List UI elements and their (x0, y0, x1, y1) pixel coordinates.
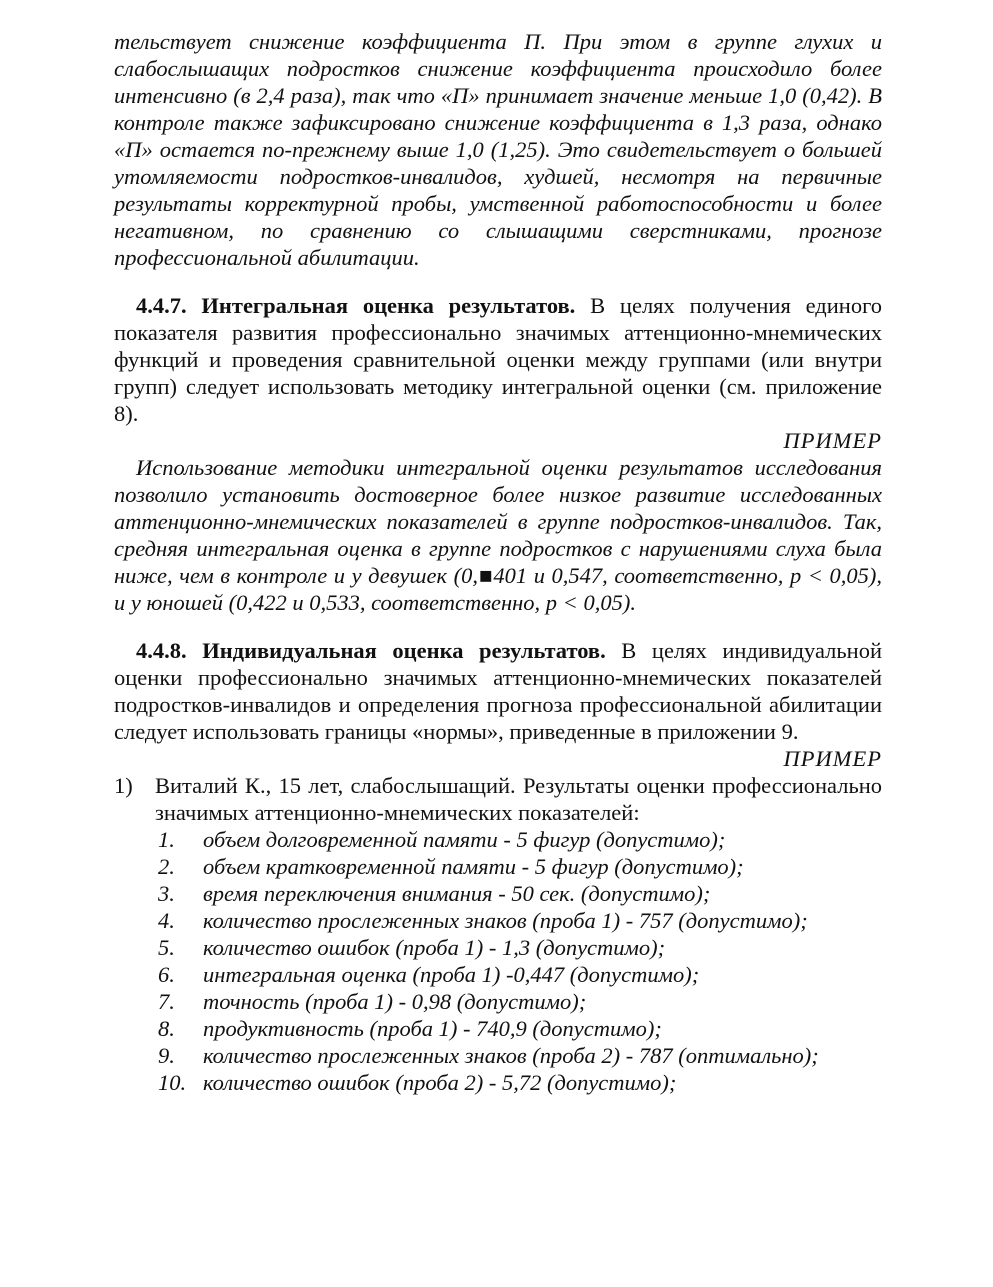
list-item-number: 7. (158, 989, 175, 1014)
case-text: Виталий К., 15 лет, слабослышащий. Результаты оценки профессионально значимых аттенционно-мнемических показателей: (155, 773, 882, 825)
example-label-447: ПРИМЕР (783, 428, 882, 453)
list-item-number: 5. (158, 935, 175, 960)
list-item-number: 6. (158, 962, 175, 987)
list-item-text: объем долговременной памяти - 5 фигур (допустимо); (203, 827, 726, 852)
list-item-text: количество ошибок (проба 2) - 5,72 (допустимо); (203, 1070, 677, 1095)
list-item (114, 1069, 882, 1096)
list-item-number: 8. (158, 1016, 175, 1041)
list-item-text: объем кратковременной памяти - 5 фигур (допустимо); (203, 854, 744, 879)
list-item-text: количество прослеженных знаков (проба 1) - 757 (допустимо); (203, 908, 808, 933)
list-item-number: 3. (158, 881, 175, 906)
list-item (114, 988, 882, 1015)
list-item-text: продуктивность (проба 1) - 740,9 (допустимо); (203, 1016, 662, 1041)
example-447-text: Использование методики интегральной оценки результатов исследования позволило установить достоверное более низкое развитие исследованных аттенционно-мнемических показателей в группе подростков-инвалидов. Так, средняя интегральная оценка в группе подростков с нарушениями слуха была ниже, чем в контроле и у девушек (0,■401 и 0,547, соответственно, p < 0,05), и у юношей (0,422 и 0,533, соответственно, p < 0,05). (114, 455, 882, 615)
list-item (114, 907, 882, 934)
section-447-paragraph (114, 292, 882, 427)
example-label-448: ПРИМЕР (783, 746, 882, 771)
list-item (114, 853, 882, 880)
case-paragraph (114, 772, 882, 826)
section-448-heading: 4.4.8. Индивидуальная оценка результатов. (136, 638, 606, 663)
list-item (114, 826, 882, 853)
list-item-number: 1. (158, 827, 175, 852)
list-item-text: количество ошибок (проба 1) - 1,3 (допустимо); (203, 935, 666, 960)
list-item-number: 9. (158, 1043, 175, 1068)
list-item-number: 4. (158, 908, 175, 933)
section-447-heading: 4.4.7. Интегральная оценка результатов. (136, 293, 576, 318)
section-447-body: В целях получения единого показателя развития профессионально значимых аттенционно-мнемических функций и проведения сравнительной оценки между группами (или внутри групп) следует использовать методику интегральной оценки (см. приложение 8). (114, 293, 882, 426)
list-item-text: время переключения внимания - 50 сек. (допустимо); (203, 881, 711, 906)
results-list (114, 826, 882, 1096)
list-item-number: 10. (158, 1070, 187, 1095)
case-number: 1) (114, 773, 133, 798)
list-item-text: интегральная оценка (проба 1) -0,447 (допустимо); (203, 962, 700, 987)
list-item-number: 2. (158, 854, 175, 879)
document-page (114, 28, 882, 1096)
list-item (114, 961, 882, 988)
section-448-body: В целях индивидуальной оценки профессионально значимых аттенционно-мнемических показателей подростков-инвалидов и определения прогноза профессиональной абилитации следует использовать границы «нормы», приведенные в приложении 9. (114, 638, 882, 744)
list-item (114, 934, 882, 961)
list-item (114, 1042, 882, 1069)
list-item-text: количество прослеженных знаков (проба 2) - 787 (оптимально); (203, 1043, 819, 1068)
list-item (114, 880, 882, 907)
section-448-paragraph (114, 637, 882, 745)
list-item-text: точность (проба 1) - 0,98 (допустимо); (203, 989, 587, 1014)
list-item (114, 1015, 882, 1042)
top-paragraph: тельствует снижение коэффициента П. При этом в группе глухих и слабослышащих подростков снижение коэффициента происходило более интенсивно (в 2,4 раза), так что «П» принимает значение меньше 1,0 (0,42). В контроле также зафиксировано снижение коэффициента в 1,3 раза, однако «П» остается по-прежнему выше 1,0 (1,25). Это свидетельствует о большей утомляемости подростков-инвалидов, худшей, несмотря на первичные результаты корректурной пробы, умственной работоспособности и более негативном, по сравнению со слышащими сверстниками, прогнозе профессиональной абилитации. (114, 29, 882, 270)
